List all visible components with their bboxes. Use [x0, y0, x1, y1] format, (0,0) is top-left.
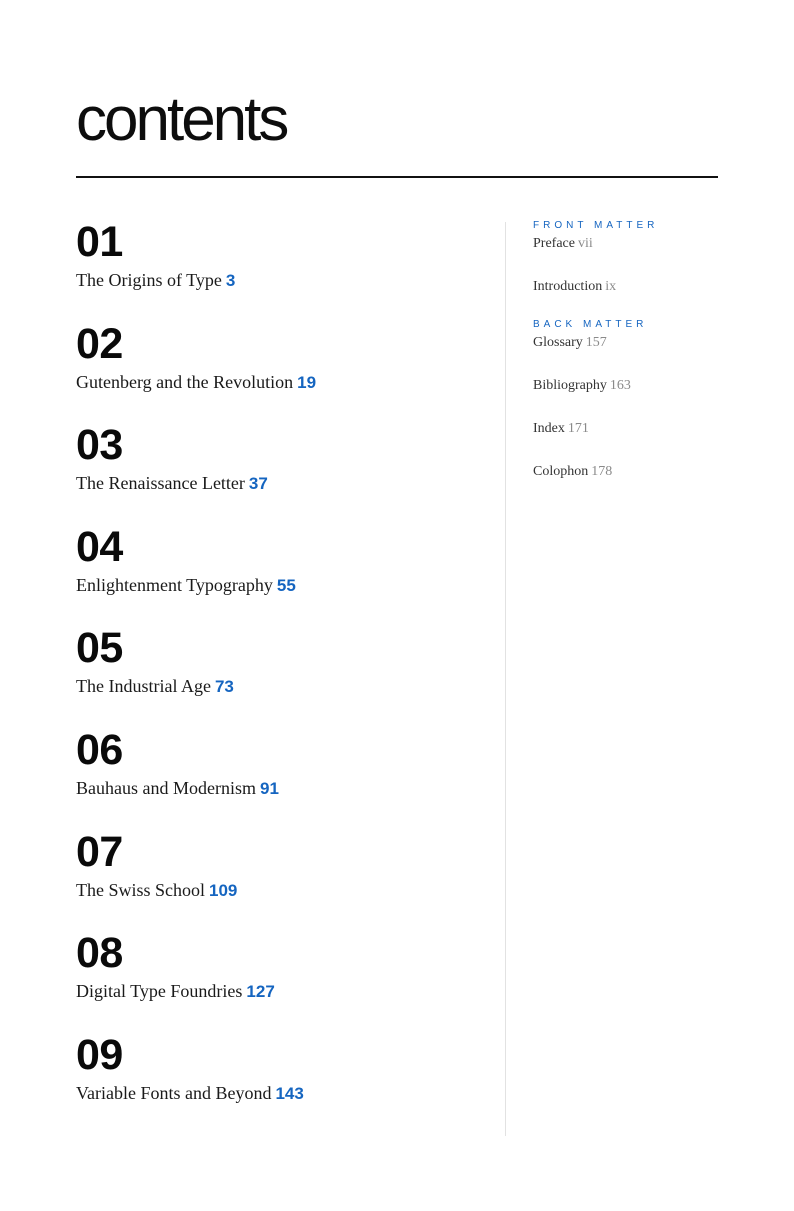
chapter-title: Variable Fonts and Beyond: [76, 1082, 272, 1103]
chapter-title: Enlightenment Typography: [76, 574, 273, 595]
column-divider: [505, 222, 506, 1136]
item-page-number: 171: [567, 421, 589, 436]
chapter-number: 07: [76, 827, 123, 876]
chapter-page-number: 37: [248, 474, 268, 494]
item-title: Bibliography: [533, 378, 607, 393]
back-matter-section: [533, 317, 733, 482]
chapter-number: 08: [76, 929, 123, 978]
chapter-page-number: 143: [275, 1083, 304, 1103]
page-title: contents: [76, 85, 287, 154]
chapter-entry[interactable]: [76, 828, 496, 930]
chapter-page-number: 109: [209, 880, 238, 900]
chapter-number: 01: [76, 218, 123, 266]
chapter-entry[interactable]: [76, 421, 496, 523]
chapter-title: Bauhaus and Modernism: [76, 777, 256, 798]
chapter-entry[interactable]: [76, 523, 496, 625]
chapter-page-number: 3: [225, 271, 236, 290]
back-matter-item[interactable]: [533, 419, 733, 439]
front-matter-item[interactable]: [533, 234, 733, 254]
chapter-page-number: 91: [259, 778, 279, 798]
chapter-entry[interactable]: [76, 624, 496, 726]
item-page-number: 178: [591, 464, 613, 479]
chapter-title: The Swiss School: [76, 879, 206, 900]
back-matter-item[interactable]: [533, 462, 733, 482]
back-matter-item[interactable]: [533, 376, 733, 396]
chapter-number: 09: [76, 1030, 123, 1079]
item-title: Index: [533, 421, 565, 436]
item-title: Colophon: [533, 464, 589, 479]
item-page-number: 163: [609, 378, 631, 393]
chapter-number: 02: [76, 319, 123, 368]
item-title: Glossary: [533, 335, 583, 350]
back-matter-item[interactable]: [533, 333, 733, 353]
chapter-page-number: 19: [297, 372, 317, 392]
front-matter-section: [533, 218, 733, 297]
chapter-entry[interactable]: [76, 929, 496, 1031]
item-page-number: ix: [605, 279, 617, 294]
chapter-entry[interactable]: [76, 320, 496, 422]
chapter-entry[interactable]: [76, 726, 496, 828]
chapter-title: The Industrial Age: [76, 676, 211, 697]
chapter-entry[interactable]: [76, 218, 496, 320]
front-matter-item[interactable]: [533, 277, 733, 297]
item-page-number: vii: [577, 236, 593, 251]
chapter-number: 06: [76, 725, 123, 774]
chapter-list: [76, 218, 496, 1132]
title-divider: [76, 176, 718, 178]
back-matter-heading: BACK MATTER: [533, 319, 648, 330]
chapter-page-number: 73: [214, 677, 234, 697]
front-matter-heading: FRONT MATTER: [533, 220, 659, 231]
chapter-number: 03: [76, 421, 123, 470]
chapter-page-number: 127: [246, 982, 275, 1002]
item-title: Introduction: [533, 279, 603, 294]
supplementary-sections: [533, 218, 733, 502]
item-page-number: 157: [585, 335, 607, 350]
item-title: Preface: [533, 236, 575, 251]
chapter-title: The Origins of Type: [76, 270, 222, 290]
chapter-title: Digital Type Foundries: [76, 981, 243, 1002]
chapter-title: The Renaissance Letter: [76, 473, 245, 494]
chapter-page-number: 55: [276, 575, 296, 595]
chapter-number: 05: [76, 624, 123, 673]
chapter-number: 04: [76, 522, 123, 571]
chapter-title: Gutenberg and the Revolution: [76, 371, 294, 392]
chapter-entry[interactable]: [76, 1031, 496, 1133]
